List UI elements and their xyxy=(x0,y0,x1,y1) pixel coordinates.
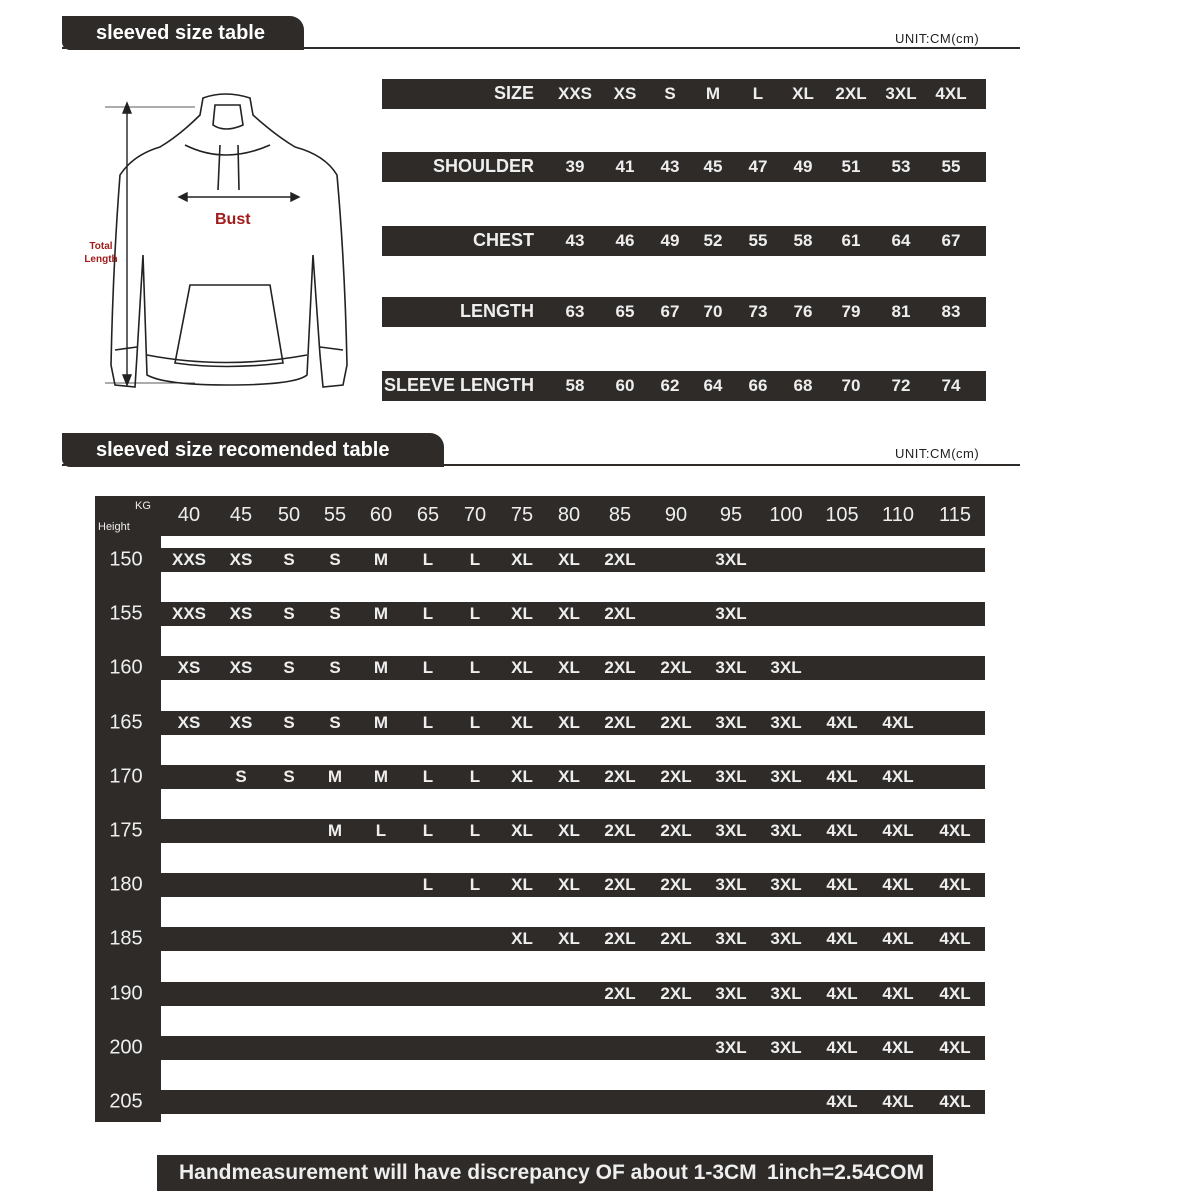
size-cell: 4XL xyxy=(882,821,914,840)
size-cell: M xyxy=(373,658,389,678)
size-cell: 43 xyxy=(565,231,585,250)
size-cell: 3XL xyxy=(885,84,917,103)
size-cell: XL xyxy=(511,712,533,732)
size-cell: 4XL xyxy=(882,1037,914,1057)
size-row-size xyxy=(382,79,986,109)
size-cell: 2XL xyxy=(660,929,692,949)
size-cell: XXS xyxy=(171,550,207,569)
size-cell: 83 xyxy=(941,302,961,321)
size-cell: 3XL xyxy=(770,875,802,895)
size-cell: 3XL xyxy=(715,712,747,732)
size-cell: S xyxy=(283,766,295,786)
recommend-row-205 xyxy=(160,1090,985,1114)
size-cell: 2XL xyxy=(835,84,867,103)
size-cell: L xyxy=(375,821,387,840)
size-cell: 4XL xyxy=(882,766,914,786)
size-cell: M xyxy=(327,821,343,840)
size-cell: XL xyxy=(558,712,580,732)
size-cell: XL xyxy=(558,658,580,678)
size-cell: XL xyxy=(558,766,580,786)
size-cell: XL xyxy=(511,604,533,624)
size-cell: XL xyxy=(511,875,533,895)
weight-header-85: 85 xyxy=(608,504,632,526)
size-cell: S xyxy=(664,84,676,103)
size-cell: XS xyxy=(229,550,253,569)
size-cell: XL xyxy=(511,550,533,569)
height-label-200: 200 xyxy=(109,1036,143,1059)
size-cell: 4XL xyxy=(939,1092,971,1111)
size-cell: 2XL xyxy=(604,712,636,732)
weight-header-45: 45 xyxy=(229,504,253,526)
size-cell: 61 xyxy=(841,231,861,250)
height-label-190: 190 xyxy=(109,982,143,1005)
size-cell: S xyxy=(235,766,247,786)
size-cell: 3XL xyxy=(715,766,747,786)
divider xyxy=(62,464,1020,466)
section-title-text: sleeved size table xyxy=(96,22,265,44)
size-cell: 2XL xyxy=(604,604,636,624)
size-cell: 4XL xyxy=(826,929,858,949)
size-cell: 49 xyxy=(793,157,813,176)
size-cell: XL xyxy=(558,604,580,624)
size-cell: M xyxy=(373,712,389,732)
height-column xyxy=(95,496,161,1122)
size-cell: M xyxy=(373,550,389,569)
size-cell: 4XL xyxy=(882,712,914,732)
size-cell: XL xyxy=(792,84,814,103)
size-cell: 4XL xyxy=(882,1092,914,1111)
size-cell: 4XL xyxy=(826,983,858,1003)
recommend-row-185 xyxy=(160,927,985,951)
size-cell: 65 xyxy=(615,302,635,321)
size-cell: XS xyxy=(229,712,253,732)
size-cell: XL xyxy=(558,929,580,949)
size-cell: 58 xyxy=(565,376,585,395)
size-cell: 46 xyxy=(615,231,635,250)
size-cell: 76 xyxy=(793,302,813,321)
size-cell: 49 xyxy=(660,231,680,250)
height-label-170: 170 xyxy=(109,765,143,788)
size-cell: M xyxy=(373,766,389,786)
size-cell: 3XL xyxy=(715,550,747,569)
size-cell: 58 xyxy=(793,231,813,250)
total-length-label xyxy=(78,240,124,266)
size-cell: 3XL xyxy=(715,983,747,1003)
size-cell: XL xyxy=(511,766,533,786)
kg-label: KG xyxy=(135,500,151,512)
weight-header-40: 40 xyxy=(177,504,201,526)
size-cell: 3XL xyxy=(770,766,802,786)
height-label-180: 180 xyxy=(109,873,143,896)
size-cell: 67 xyxy=(660,302,680,321)
height-label-165: 165 xyxy=(109,711,143,734)
size-cell: L xyxy=(469,604,481,624)
size-cell: 2XL xyxy=(604,550,636,569)
size-cell: 2XL xyxy=(604,983,636,1003)
size-cell: L xyxy=(469,821,481,840)
size-cell: 64 xyxy=(703,376,723,395)
size-cell: 2XL xyxy=(660,983,692,1003)
size-cell: 39 xyxy=(565,157,585,176)
size-cell: S xyxy=(329,550,341,569)
unit-label: UNIT:CM(cm) xyxy=(895,446,980,461)
recommend-row-190 xyxy=(160,982,985,1006)
size-row-length xyxy=(382,297,986,327)
size-cell: 3XL xyxy=(715,821,747,840)
size-cell: L xyxy=(422,712,434,732)
size-cell: 55 xyxy=(941,157,961,176)
footer-note-bar xyxy=(157,1155,933,1191)
size-cell: XL xyxy=(558,550,580,569)
size-cell: XL xyxy=(558,821,580,840)
size-cell: 2XL xyxy=(660,712,692,732)
size-cell: M xyxy=(327,766,343,786)
weight-header-75: 75 xyxy=(510,504,534,526)
size-cell: XL xyxy=(511,658,533,678)
size-cell: 4XL xyxy=(939,983,971,1003)
height-label-150: 150 xyxy=(109,548,143,571)
section-title-text: sleeved size recomended table xyxy=(96,439,390,461)
size-cell: L xyxy=(422,821,434,840)
height-label-185: 185 xyxy=(109,927,143,950)
height-label-175: 175 xyxy=(109,819,143,842)
size-cell: XXS xyxy=(557,84,593,103)
size-row-shoulder xyxy=(382,152,986,182)
row-label: SHOULDER xyxy=(432,156,534,176)
weight-header-70: 70 xyxy=(463,504,487,526)
size-cell: XS xyxy=(229,604,253,624)
size-cell: 55 xyxy=(748,231,768,250)
size-cell: 4XL xyxy=(882,875,914,895)
size-cell: XS xyxy=(613,84,637,103)
size-cell: L xyxy=(469,875,481,895)
size-row-chest xyxy=(382,226,986,256)
size-cell: XXS xyxy=(171,604,207,624)
size-cell: S xyxy=(329,604,341,624)
size-cell: 68 xyxy=(793,376,813,395)
height-label-160: 160 xyxy=(109,656,143,679)
size-cell: 4XL xyxy=(826,1092,858,1111)
row-label: SIZE xyxy=(493,83,534,103)
size-cell: 3XL xyxy=(715,604,747,624)
size-cell: 47 xyxy=(748,157,768,176)
size-cell: 2XL xyxy=(604,766,636,786)
size-cell: S xyxy=(283,658,295,678)
size-cell: 3XL xyxy=(715,1037,747,1057)
weight-header-55: 55 xyxy=(323,504,347,526)
size-cell: 4XL xyxy=(826,821,858,840)
size-cell: XL xyxy=(558,875,580,895)
size-cell: 63 xyxy=(565,302,585,321)
size-cell: L xyxy=(422,766,434,786)
recommend-row-175 xyxy=(160,819,985,843)
size-cell: 70 xyxy=(703,302,723,321)
size-cell: 3XL xyxy=(770,929,802,949)
discrepancy-note: Handmeasurement will have discrepancy OF about 1-3CM xyxy=(179,1161,757,1184)
size-cell: 74 xyxy=(941,376,961,395)
weight-header-90: 90 xyxy=(664,504,688,526)
size-cell: 4XL xyxy=(826,1037,858,1057)
size-cell: 62 xyxy=(660,376,680,395)
size-cell: 4XL xyxy=(939,875,971,895)
size-cell: 2XL xyxy=(660,658,692,678)
weight-header-110: 110 xyxy=(882,504,914,526)
size-cell: 45 xyxy=(703,157,723,176)
size-cell: L xyxy=(422,658,434,678)
size-cell: 4XL xyxy=(935,84,967,103)
height-label-155: 155 xyxy=(109,602,143,625)
weight-header-65: 65 xyxy=(416,504,440,526)
size-cell: 73 xyxy=(748,302,768,321)
unit-label: UNIT:CM(cm) xyxy=(895,31,980,46)
size-cell: XS xyxy=(177,658,201,678)
recommend-row-200 xyxy=(160,1036,985,1060)
size-cell: S xyxy=(283,550,295,569)
recommend-row-180 xyxy=(160,873,985,897)
row-label: SLEEVE LENGTH xyxy=(383,375,534,395)
total-length-line2: Length xyxy=(84,254,118,265)
size-cell: S xyxy=(329,658,341,678)
total-length-line1: Total xyxy=(89,241,113,252)
size-cell: 43 xyxy=(660,157,680,176)
size-cell: 2XL xyxy=(660,875,692,895)
height-label-205: 205 xyxy=(109,1090,143,1113)
size-cell: 53 xyxy=(891,157,911,176)
recommend-row-160 xyxy=(160,656,985,680)
size-cell: 4XL xyxy=(939,929,971,949)
size-cell: 4XL xyxy=(826,875,858,895)
size-row-sleeve-length xyxy=(382,371,986,401)
inch-conversion: 1inch=2.54COM xyxy=(767,1161,924,1184)
size-cell: S xyxy=(283,712,295,732)
size-cell: 3XL xyxy=(715,875,747,895)
size-cell: 4XL xyxy=(826,766,858,786)
size-cell: L xyxy=(422,550,434,569)
weight-header-100: 100 xyxy=(769,504,803,526)
size-cell: 3XL xyxy=(770,658,802,678)
size-cell: 3XL xyxy=(770,1037,802,1057)
weight-header-60: 60 xyxy=(369,504,393,526)
size-cell: 3XL xyxy=(715,658,747,678)
size-cell: M xyxy=(373,604,389,624)
size-cell: XS xyxy=(229,658,253,678)
size-cell: 51 xyxy=(841,157,861,176)
section-title-recommended-table xyxy=(62,433,444,467)
size-cell: 67 xyxy=(941,231,961,250)
size-cell: 64 xyxy=(891,231,911,250)
size-cell: S xyxy=(283,604,295,624)
recommend-row-150 xyxy=(160,548,985,572)
weight-header-115: 115 xyxy=(939,504,971,526)
size-cell: 72 xyxy=(891,376,911,395)
row-label: CHEST xyxy=(472,230,534,250)
weight-header-80: 80 xyxy=(557,504,581,526)
size-cell: L xyxy=(469,658,481,678)
size-cell: 66 xyxy=(748,376,768,395)
divider xyxy=(62,47,1020,49)
weight-header-50: 50 xyxy=(277,504,301,526)
size-cell: 2XL xyxy=(604,929,636,949)
size-cell: L xyxy=(469,550,481,569)
size-cell: L xyxy=(469,712,481,732)
bust-label: Bust xyxy=(215,211,251,228)
weight-header-105: 105 xyxy=(825,504,859,526)
recommend-row-170 xyxy=(160,765,985,789)
size-cell: 3XL xyxy=(770,821,802,840)
size-cell: 3XL xyxy=(770,712,802,732)
size-cell: 2XL xyxy=(604,658,636,678)
size-cell: 79 xyxy=(841,302,861,321)
size-cell: XS xyxy=(177,712,201,732)
size-cell: L xyxy=(752,84,764,103)
section-title-size-table xyxy=(62,16,304,50)
row-label: LENGTH xyxy=(460,301,534,321)
size-cell: XL xyxy=(511,821,533,840)
size-cell: 2XL xyxy=(660,766,692,786)
size-cell: 4XL xyxy=(939,821,971,840)
size-cell: XL xyxy=(511,929,533,949)
size-cell: L xyxy=(469,766,481,786)
size-cell: 41 xyxy=(615,157,635,176)
weight-header-95: 95 xyxy=(719,504,743,526)
size-cell: 4XL xyxy=(826,712,858,732)
size-cell: M xyxy=(705,84,721,103)
size-cell: 4XL xyxy=(882,929,914,949)
size-cell: S xyxy=(329,712,341,732)
size-cell: 4XL xyxy=(882,983,914,1003)
size-cell: 2XL xyxy=(604,875,636,895)
size-cell: L xyxy=(422,875,434,895)
size-cell: 3XL xyxy=(770,983,802,1003)
size-cell: 2XL xyxy=(660,821,692,840)
recommend-row-165 xyxy=(160,711,985,735)
size-cell: 70 xyxy=(841,376,861,395)
size-cell: 60 xyxy=(615,376,635,395)
size-cell: 2XL xyxy=(604,821,636,840)
size-cell: 52 xyxy=(703,231,723,250)
recommend-row-155 xyxy=(160,602,985,626)
size-cell: 3XL xyxy=(715,929,747,949)
size-cell: 4XL xyxy=(939,1037,971,1057)
size-cell: 81 xyxy=(891,302,911,321)
size-cell: L xyxy=(422,604,434,624)
height-axis-label: Height xyxy=(98,521,130,533)
